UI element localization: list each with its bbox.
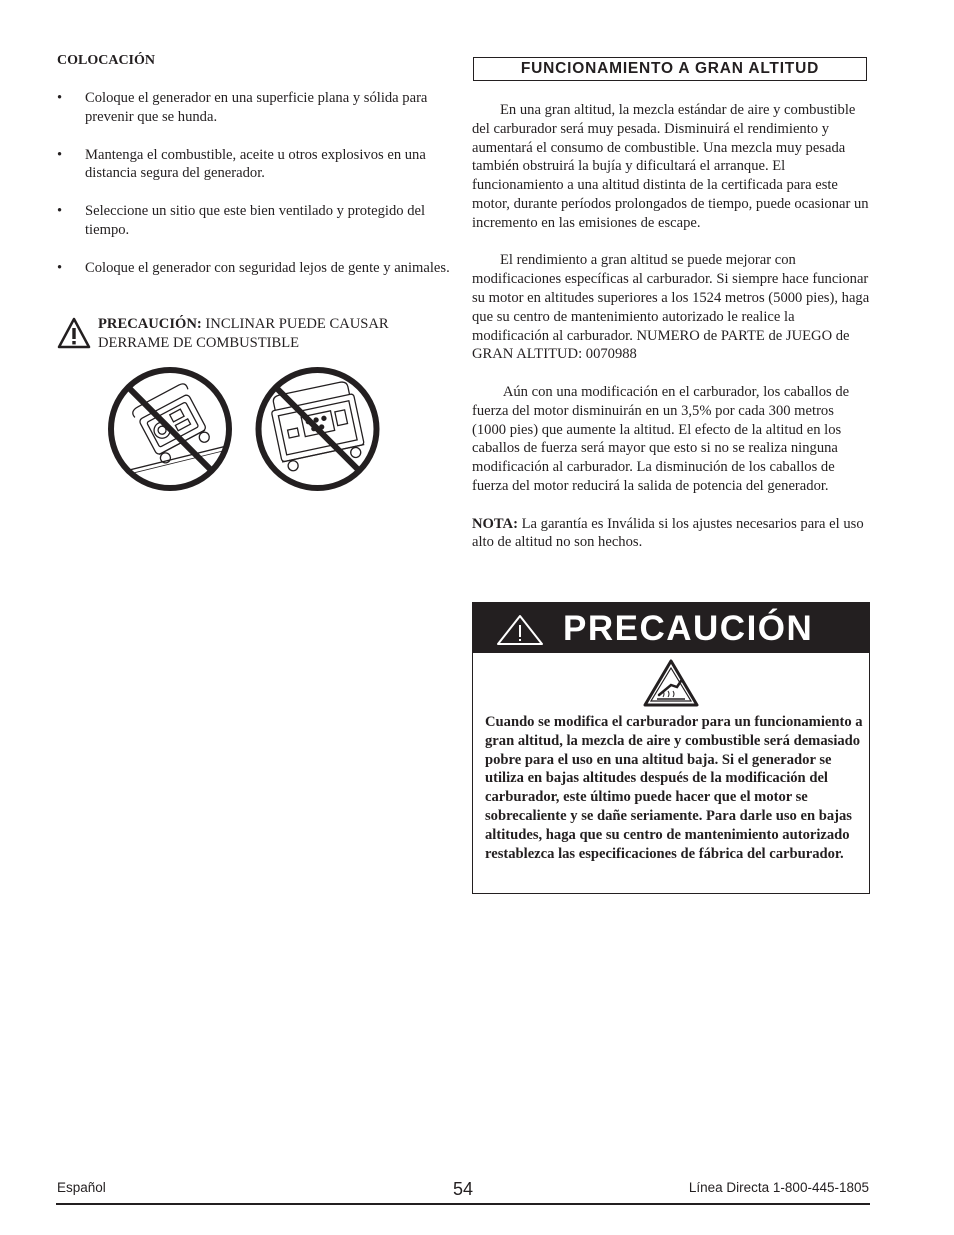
hot-surface-icon (643, 659, 699, 707)
warning-triangle-icon (495, 614, 545, 646)
prohibited-tilted-generator-front-image (252, 364, 383, 494)
caution-box (472, 602, 870, 894)
paragraph (472, 383, 870, 496)
warning-label: PRECAUCIÓN: (98, 316, 202, 332)
list-item (57, 259, 457, 278)
bullet-text: Coloque el generador en una superficie plana y sólida para prevenir que se hunda. (85, 90, 428, 125)
prohibited-tilted-generator-image (105, 364, 235, 494)
bullet-icon: • (57, 203, 63, 220)
placement-bullet-list (57, 89, 457, 278)
footer-hotline: Línea Directa 1-800-445-1805 (688, 1180, 869, 1195)
note-text: La garantía es Inválida si los ajustes necesarios para el uso alto de altitud no son hechos. (472, 515, 864, 551)
page-number: 54 (453, 1179, 474, 1199)
section-header-high-altitude (473, 57, 867, 81)
paragraph (472, 101, 870, 233)
tilt-warning (57, 315, 457, 355)
list-item (57, 89, 457, 127)
caution-text: Cuando se modifica el carburador para un funcionamiento a gran altitud, la mezcla de aire y combustible será demasiado pobre para el uso en una altitud baja. Si el generador se utiliza en bajas altitudes después de la modificación del carburador, este último puede hacer que el motor se sobrecaliente y se dañe seriamente. Para darle uso en bajas altitudes, haga que su centro de mantenimiento autorizado restablezca las especificaciones de fábrica del carburador. (485, 714, 863, 862)
section-title: FUNCIONAMIENTO A GRAN ALTITUD (520, 60, 820, 77)
paragraph (472, 251, 870, 364)
warning-message: INCLINAR PUEDE CAUSAR DERRAME DE COMBUSTIBLE (98, 316, 389, 351)
paragraph-text: Aún con una modificación en el carburador, los caballos de fuerza del motor disminuirán en un 3,5% por cada 300 metros (1000 pies) que aumente la altitud. El efecto de la altitud en los caballos de fuerza será mayor que esto si no se realiza ninguna modificación al carburador. La disminución de los caballos de fuerza del motor reducirá la salida de potencia del generador. (472, 383, 850, 494)
caution-title: PRECAUCIÓN (563, 609, 814, 648)
list-item (57, 146, 457, 184)
left-column (57, 52, 457, 351)
paragraph-text: En una gran altitud, la mezcla estándar de aire y combustible del carburador será muy pesada. Disminuirá el rendimiento y aumentará el consumo de combustible. Una mezcla muy pesada también obstruirá la bujía y dificultará el arranque. El funcionamiento a una altitud distinta de la certificada para este motor, durante períodos prolongados de tiempo, puede ocasionar un incremento en las emisiones de escape. (472, 102, 869, 231)
paragraph-text: El rendimiento a gran altitud se puede mejorar con modificaciones específicas al carburador. Si siempre hace funcionar su motor en altitudes superiores a los 1524 metros (5000 pies), haga que su centro de mantenimiento autorizado le realice la modificación al carburador. NUMERO de PARTE de JUEGO de GRAN ALTITUD: 0070988 (472, 252, 870, 363)
bullet-text: Mantenga el combustible, aceite u otros explosivos en una distancia segura del generador. (85, 146, 426, 182)
footer-divider (56, 1203, 870, 1205)
tilt-warning-text (98, 315, 453, 353)
bullet-icon: • (57, 146, 63, 163)
section-heading-colocacion: COLOCACIÓN (57, 53, 156, 68)
bullet-text: Seleccione un sitio que este bien ventilado y protegido del tiempo. (85, 203, 426, 238)
list-item (57, 202, 457, 240)
bullet-icon: • (57, 90, 63, 106)
bullet-icon: • (57, 259, 63, 276)
note-paragraph (472, 515, 870, 553)
note-label: NOTA: (472, 515, 518, 532)
caution-banner (473, 603, 869, 653)
footer-language: Español (57, 1180, 106, 1195)
bullet-text: Coloque el generador con seguridad lejos de gente y animales. (85, 259, 450, 276)
warning-triangle-icon (57, 317, 91, 349)
high-altitude-body (472, 101, 870, 571)
